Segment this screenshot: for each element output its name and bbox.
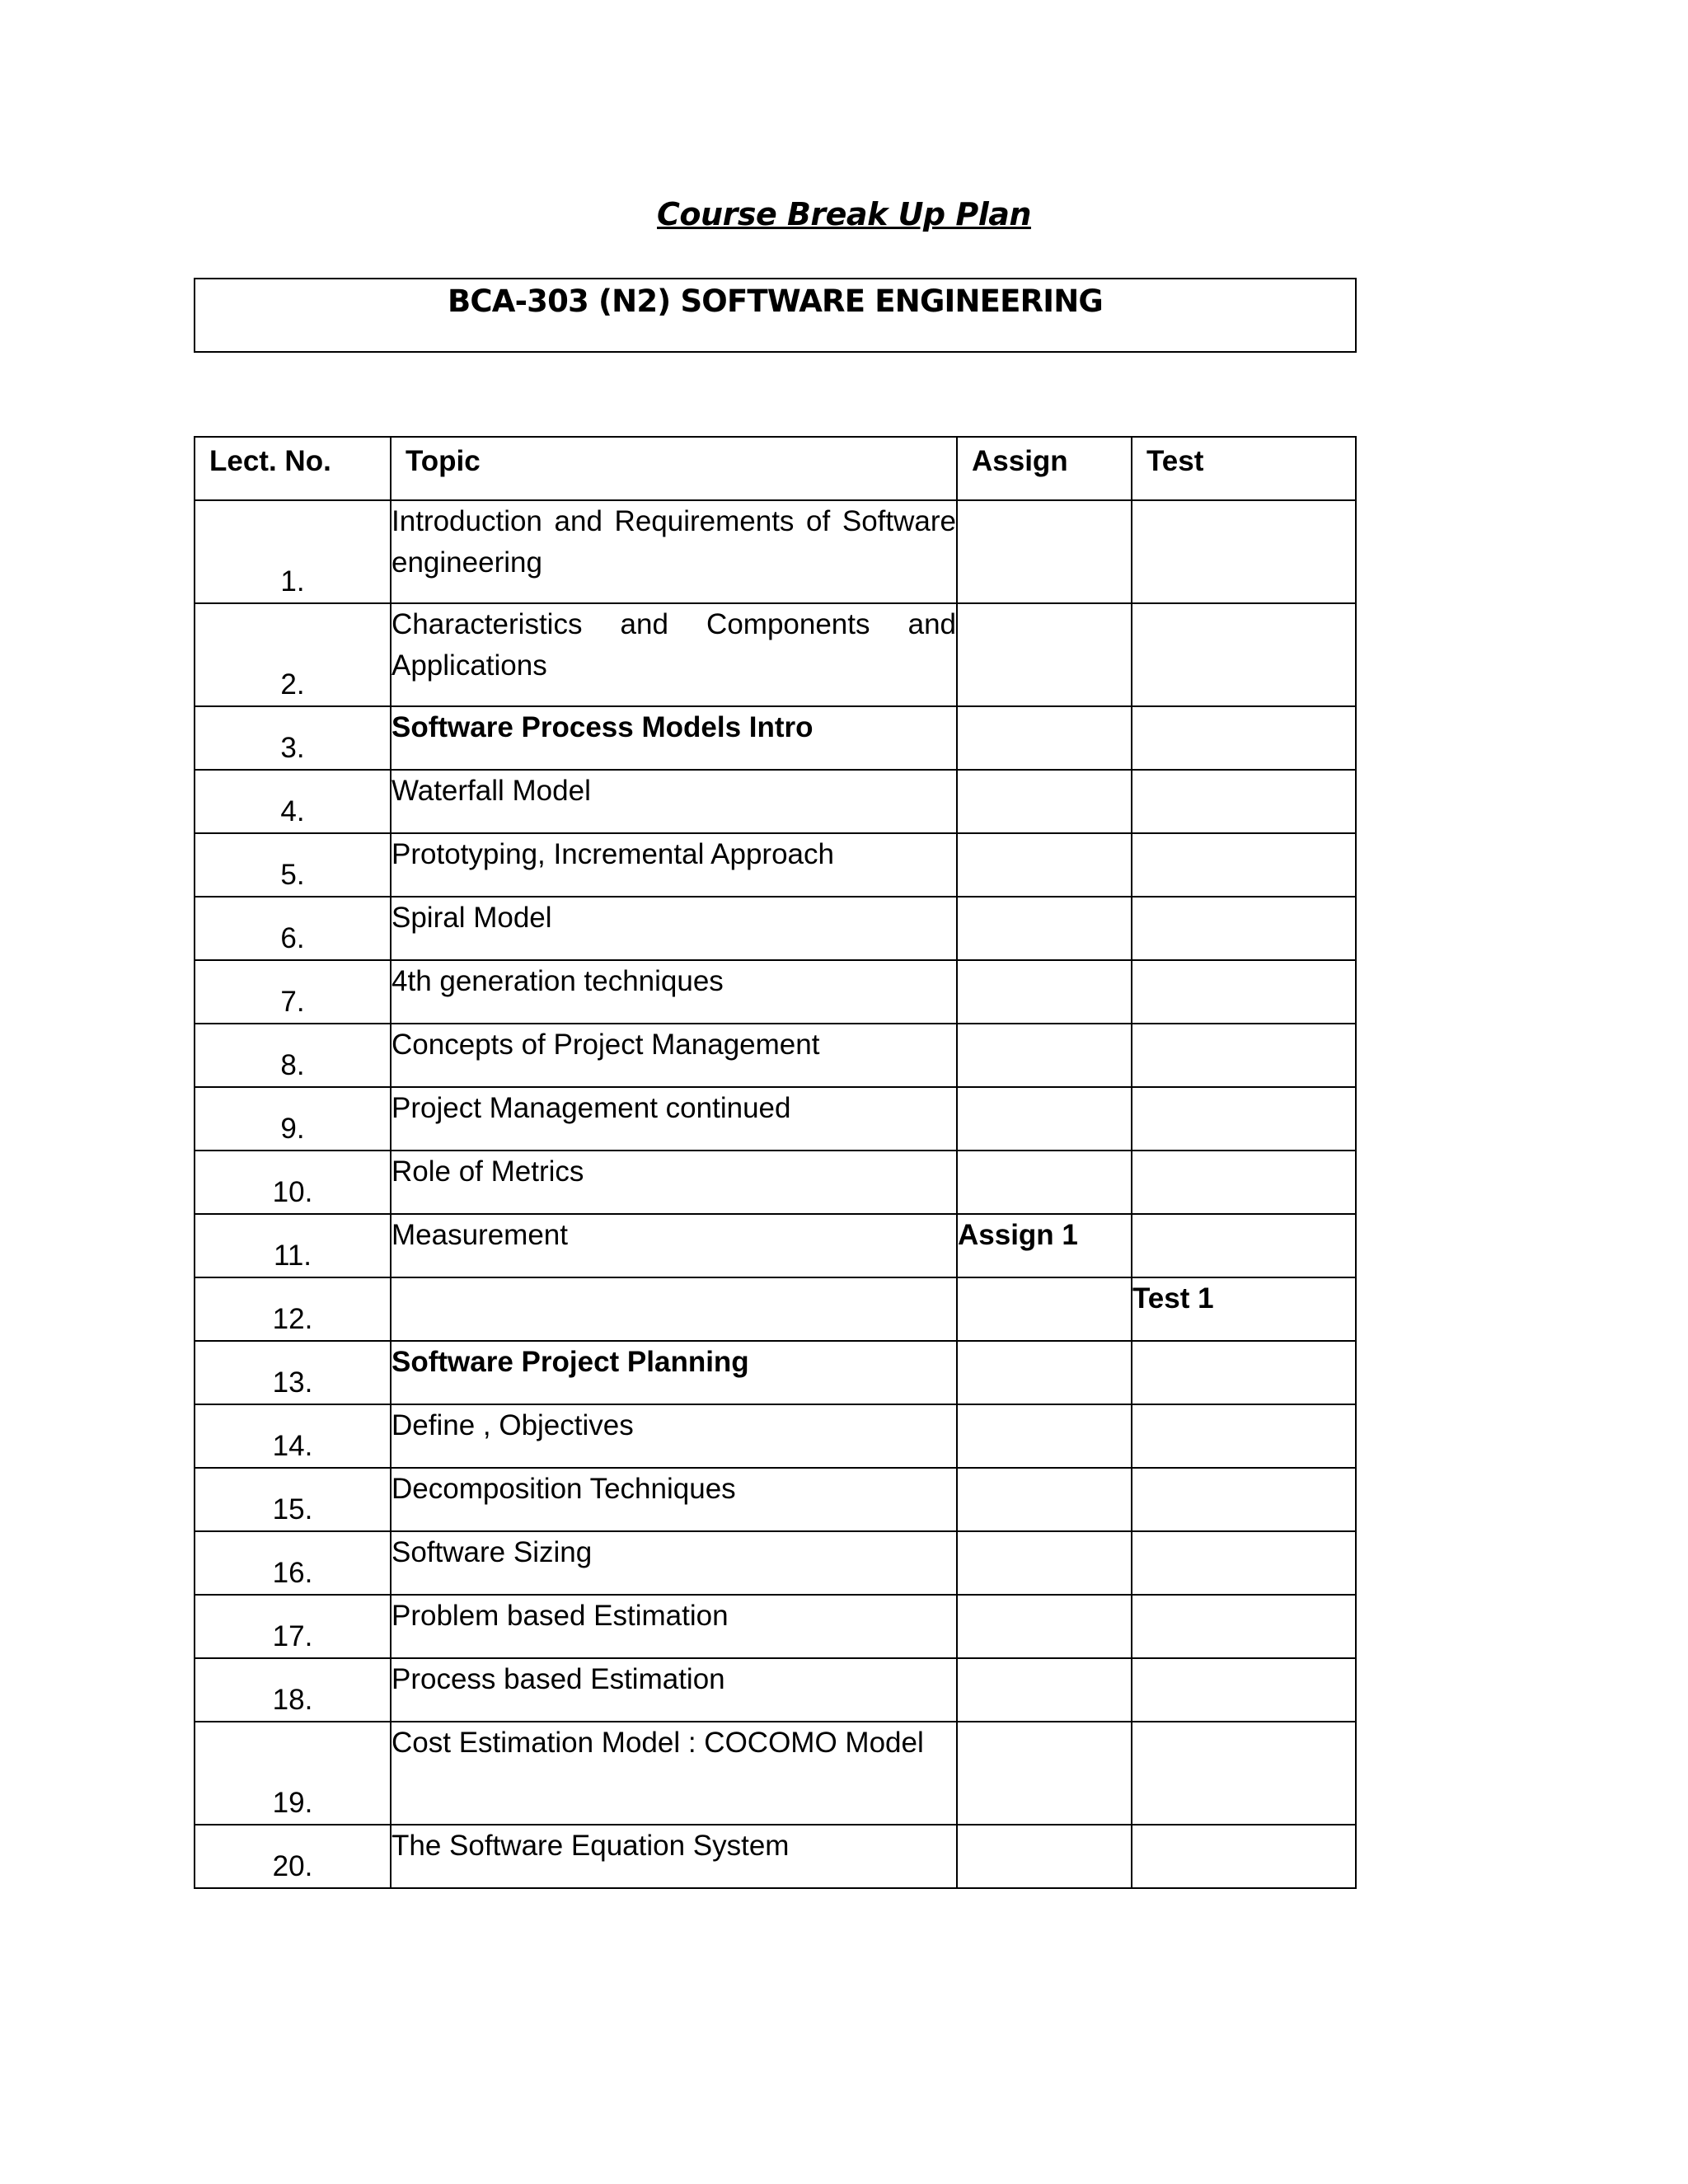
lecture-number-cell: 9.	[195, 1087, 391, 1151]
assign-cell	[957, 500, 1132, 603]
test-cell	[1132, 603, 1356, 706]
test-cell	[1132, 1722, 1356, 1825]
table-row	[195, 897, 1356, 960]
lecture-number-cell: 5.	[195, 833, 391, 897]
topic-cell: Waterfall Model	[391, 770, 957, 833]
assign-cell	[957, 603, 1132, 706]
lecture-number-cell: 14.	[195, 1404, 391, 1468]
course-title-box	[194, 278, 1357, 353]
test-cell	[1132, 960, 1356, 1024]
table-header-row	[195, 437, 1356, 500]
test-cell	[1132, 1087, 1356, 1151]
topic-cell: Problem based Estimation	[391, 1595, 957, 1658]
test-cell	[1132, 1531, 1356, 1595]
lecture-number-cell: 4.	[195, 770, 391, 833]
header-topic: Topic	[391, 437, 957, 500]
lecture-number-cell: 15.	[195, 1468, 391, 1531]
lecture-number-cell: 6.	[195, 897, 391, 960]
topic-cell: Concepts of Project Management	[391, 1024, 957, 1087]
topic-cell: Spiral Model	[391, 897, 957, 960]
test-cell	[1132, 500, 1356, 603]
topic-cell: Characteristics and Components and Applications	[391, 603, 957, 706]
assign-cell	[957, 960, 1132, 1024]
topic-cell: Prototyping, Incremental Approach	[391, 833, 957, 897]
assign-cell	[957, 1151, 1132, 1214]
topic-cell: Decomposition Techniques	[391, 1468, 957, 1531]
test-cell	[1132, 1658, 1356, 1722]
assign-cell	[957, 1658, 1132, 1722]
lecture-number-cell: 8.	[195, 1024, 391, 1087]
table-row	[195, 1468, 1356, 1531]
topic-cell: The Software Equation System	[391, 1825, 957, 1888]
table-row	[195, 1825, 1356, 1888]
topic-cell: Project Management continued	[391, 1087, 957, 1151]
lecture-number-cell: 12.	[195, 1277, 391, 1341]
topic-cell: Role of Metrics	[391, 1151, 957, 1214]
assign-cell	[957, 1404, 1132, 1468]
assign-cell	[957, 833, 1132, 897]
table-row	[195, 706, 1356, 770]
table-row	[195, 603, 1356, 706]
test-cell	[1132, 1214, 1356, 1277]
lecture-number-cell: 2.	[195, 603, 391, 706]
topic-cell: Process based Estimation	[391, 1658, 957, 1722]
table-row	[195, 1341, 1356, 1404]
assign-cell	[957, 770, 1132, 833]
topic-cell: 4th generation techniques	[391, 960, 957, 1024]
assign-cell	[957, 1087, 1132, 1151]
lecture-number-cell: 16.	[195, 1531, 391, 1595]
lecture-number-cell: 17.	[195, 1595, 391, 1658]
test-cell	[1132, 706, 1356, 770]
assign-cell	[957, 1722, 1132, 1825]
table-row	[195, 1658, 1356, 1722]
table-row	[195, 1595, 1356, 1658]
course-name: BCA-303 (N2) SOFTWARE ENGINEERING	[447, 284, 1103, 319]
lecture-number-cell: 18.	[195, 1658, 391, 1722]
table-row	[195, 1404, 1356, 1468]
test-cell	[1132, 1825, 1356, 1888]
lecture-number-cell: 1.	[195, 500, 391, 603]
assign-cell	[957, 1825, 1132, 1888]
test-cell	[1132, 1341, 1356, 1404]
table-row	[195, 1531, 1356, 1595]
assign-cell	[957, 897, 1132, 960]
test-cell	[1132, 1404, 1356, 1468]
table-row	[195, 960, 1356, 1024]
assign-cell	[957, 1595, 1132, 1658]
header-test: Test	[1132, 437, 1356, 500]
assign-cell	[957, 1341, 1132, 1404]
test-cell	[1132, 1468, 1356, 1531]
table-row	[195, 1277, 1356, 1341]
assign-cell	[957, 1277, 1132, 1341]
table-row	[195, 1087, 1356, 1151]
test-cell	[1132, 1595, 1356, 1658]
topic-cell: Introduction and Requirements of Software engineering	[391, 500, 957, 603]
lecture-number-cell: 19.	[195, 1722, 391, 1825]
table-row	[195, 1722, 1356, 1825]
header-assign: Assign	[957, 437, 1132, 500]
table-row	[195, 500, 1356, 603]
table-row	[195, 1024, 1356, 1087]
lecture-number-cell: 7.	[195, 960, 391, 1024]
lecture-number-cell: 11.	[195, 1214, 391, 1277]
topic-cell: Software Sizing	[391, 1531, 957, 1595]
lecture-number-cell: 10.	[195, 1151, 391, 1214]
assign-cell	[957, 1468, 1132, 1531]
table-row	[195, 770, 1356, 833]
test-cell	[1132, 833, 1356, 897]
assign-cell	[957, 1024, 1132, 1087]
topic-cell: Measurement	[391, 1214, 957, 1277]
test-cell	[1132, 1151, 1356, 1214]
table-row	[195, 1151, 1356, 1214]
topic-cell: Cost Estimation Model : COCOMO Model	[391, 1722, 957, 1825]
lecture-number-cell: 13.	[195, 1341, 391, 1404]
header-lect-no: Lect. No.	[195, 437, 391, 500]
topic-cell	[391, 1277, 957, 1341]
topic-cell: Software Process Models Intro	[391, 706, 957, 770]
topic-cell: Define , Objectives	[391, 1404, 957, 1468]
assign-cell	[957, 1531, 1132, 1595]
table-row	[195, 1214, 1356, 1277]
assign-cell: Assign 1	[957, 1214, 1132, 1277]
test-cell: Test 1	[1132, 1277, 1356, 1341]
table-row	[195, 833, 1356, 897]
lecture-number-cell: 20.	[195, 1825, 391, 1888]
table-body	[195, 500, 1356, 1888]
course-plan-table	[194, 436, 1357, 1889]
test-cell	[1132, 897, 1356, 960]
test-cell	[1132, 1024, 1356, 1087]
topic-cell: Software Project Planning	[391, 1341, 957, 1404]
lecture-number-cell: 3.	[195, 706, 391, 770]
test-cell	[1132, 770, 1356, 833]
assign-cell	[957, 706, 1132, 770]
document-title: Course Break Up Plan	[657, 196, 1031, 232]
